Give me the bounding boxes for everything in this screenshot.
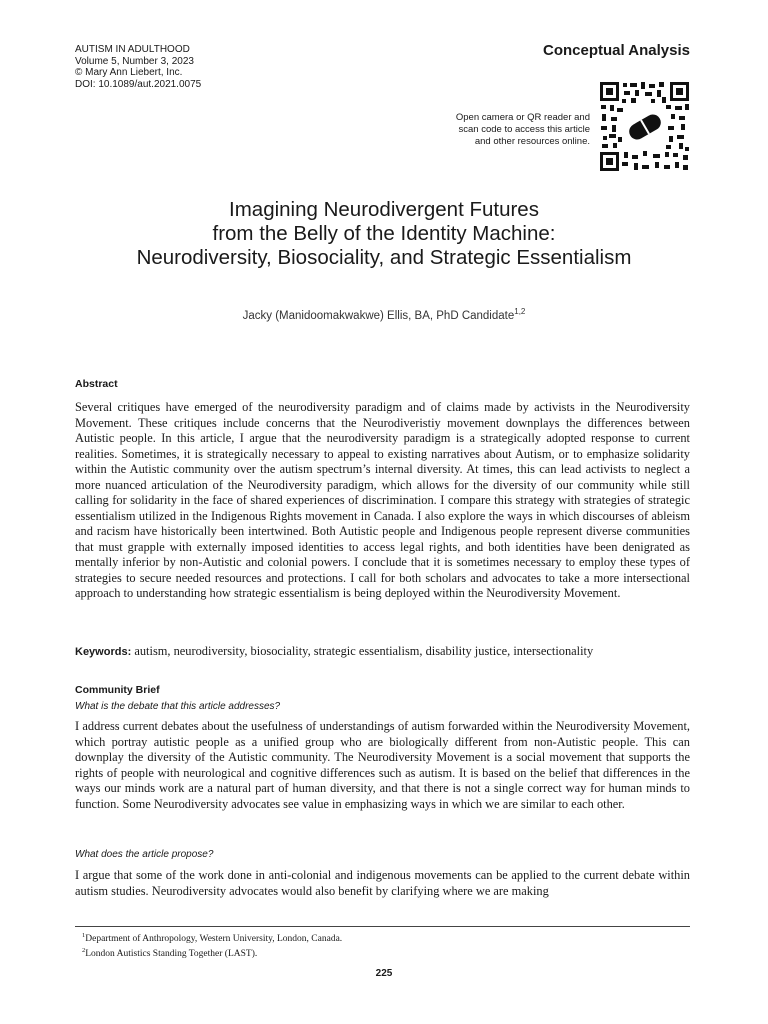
qr-instructions xyxy=(420,112,590,148)
article-title-line: from the Belly of the Identity Machine: xyxy=(212,222,556,245)
section-label: Conceptual Analysis xyxy=(543,42,690,59)
footnote-mark: 2 xyxy=(82,947,86,955)
abstract-text: Several critiques have emerged of the neurodiversity paradigm and of claims made by activists in the Neurodiversity Movement. These critiques include concerns that the Neurodiveristiy movement downplays the differences between Autistic people. In this article, I argue that the neurodiversity paradigm is a strategically adopted response to current realities. Sometimes, it is strategically necessary to appeal to existing narratives about Autism, or to emphasize solidarity within the Autistic community over the autism spectrum’s internal diversity. At times, this can lead activists to neglect a more nuanced articulation of the Neurodiversity paradigm, which allows for the diversity of our community while still calling for solidarity in the face of shared experiences of discrimination. I compare this strategy with strategies of strategic essentialism utilized in the Indigenous Rights movement in Canada. I also explore the ways in which discourses of ableism and racism have historically been intertwined. Both Autistic people and Indigenous people represent diverse communities that must grapple with externally imposed identities to access legal rights, and both identities have been denigrated as mentally inferior by non-Autistic and colonial powers. I conclude that it is sometimes necessary to employ these types of strategies to secure needed resources and protections. I call for both scholars and advocates to take a more intersectional approach to understanding how strategic essentialism is being deployed within the Neurodiversity Movement. xyxy=(75,400,690,600)
community-brief-question: What does the article propose? xyxy=(75,849,214,860)
footnotes xyxy=(82,930,342,960)
footnote-text: Department of Anthropology, Western University, London, Canada. xyxy=(85,934,343,945)
article-title-line: Imagining Neurodivergent Futures xyxy=(229,198,539,221)
abstract-heading: Abstract xyxy=(75,378,118,390)
community-brief-question: What is the debate that this article addresses? xyxy=(75,701,281,712)
qr-instructions-line: Open camera or QR reader and xyxy=(455,112,590,123)
qr-instructions-line: and other resources online. xyxy=(474,136,590,147)
article-title-line: Neurodiversity, Biosociality, and Strategic Essentialism xyxy=(136,246,632,269)
community-brief-heading: Community Brief xyxy=(75,684,160,696)
keywords-label: Keywords: xyxy=(75,646,132,658)
footnote-mark: 1 xyxy=(82,932,86,939)
author-affiliation-marks: 1,2 xyxy=(514,307,526,316)
footnote xyxy=(82,945,342,960)
journal-info xyxy=(75,44,201,90)
journal-volume: Volume 5, Number 3, 2023 xyxy=(75,55,194,67)
footnote-divider xyxy=(75,926,690,927)
journal-copyright: © Mary Ann Liebert, Inc. xyxy=(75,67,183,78)
article-title xyxy=(60,198,708,270)
qr-instructions-line: scan code to access this article xyxy=(458,124,590,135)
keywords xyxy=(75,644,715,659)
footnote-text: London Autistics Standing Together (LAST). xyxy=(85,949,258,960)
keywords-text: autism, neurodiversity, biosociality, strategic essentialism, disability justice, intersectionality xyxy=(134,644,594,658)
footnote xyxy=(82,930,342,945)
page-number: 225 xyxy=(375,968,393,979)
community-brief-paragraph: I argue that some of the work done in anti-colonial and indigenous movements can be applied to the current debate within autism studies. Neurodiversity advocates would also benefit by clarifying where we are making xyxy=(75,868,690,898)
qr-code-icon[interactable] xyxy=(599,81,690,172)
community-brief-paragraph: I address current debates about the usefulness of understandings of autism forwarded within the Neurodiversity Movement, which portray autistic people as a unified group who are biologically different from non-Autistic people. This can downplay the diversity of the Autistic community. The Neurodiversity Movement is a social movement that supports the rights of people with neurological and cognitive differences such as autism. It is based on the belief that differences in the ways our minds work are a natural part of human diversity, and that there is not a single correct way for human minds to function. Some Neurodiversity advocates see value in emphasizing ways in which we are similar to each other. xyxy=(75,719,690,811)
journal-name: AUTISM IN ADULTHOOD xyxy=(75,44,190,55)
author-line xyxy=(60,307,708,322)
journal-doi[interactable]: DOI: 10.1089/aut.2021.0075 xyxy=(75,78,202,90)
author-name: Jacky (Manidoomakwakwe) Ellis, BA, PhD Candidate xyxy=(242,309,515,322)
